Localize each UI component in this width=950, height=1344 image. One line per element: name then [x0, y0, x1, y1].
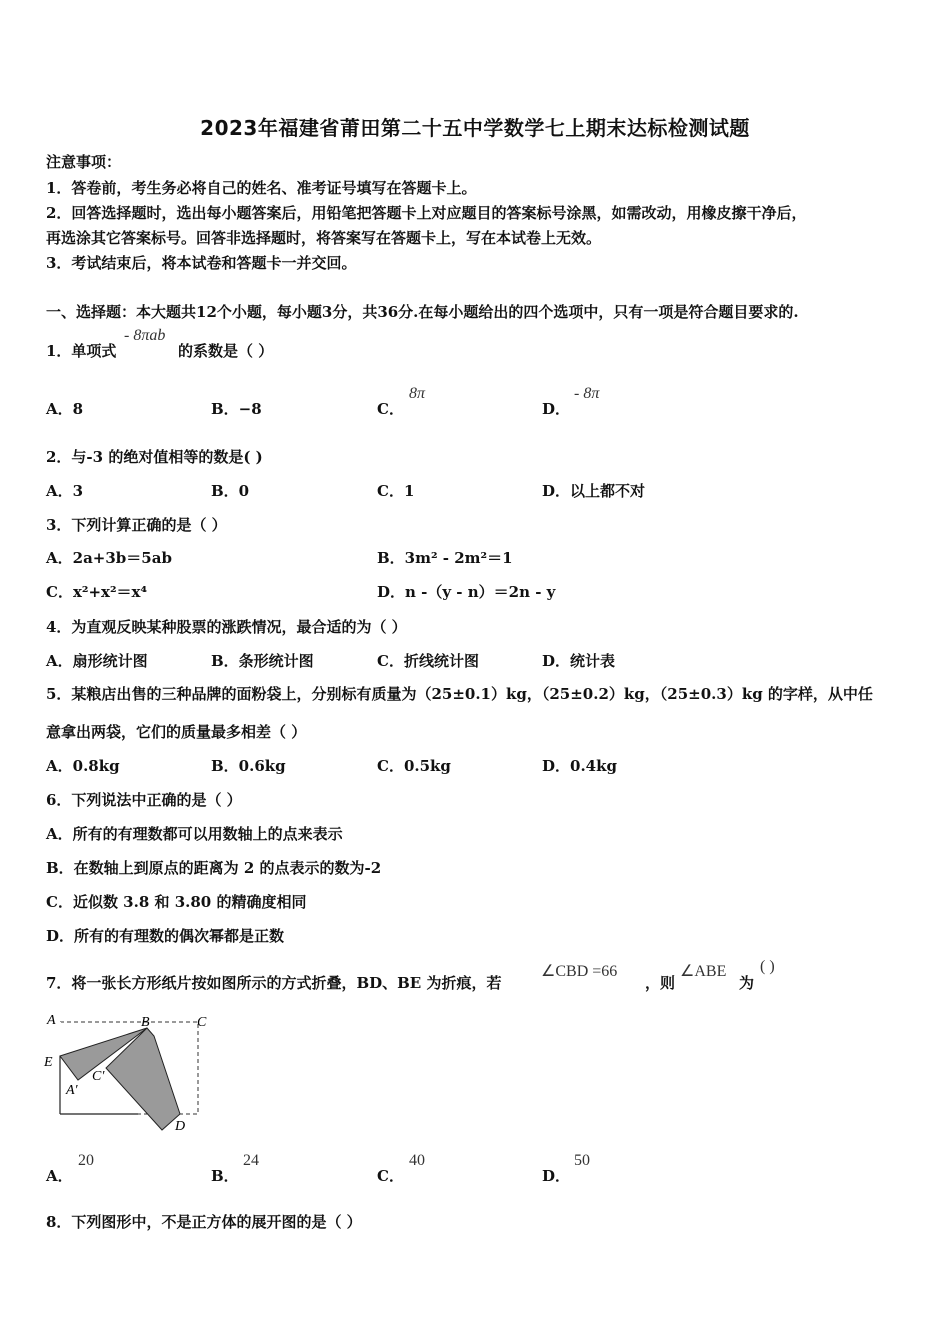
- q7-math-cbd: ∠CBD =66: [541, 963, 618, 980]
- q1-option-a: A．8: [46, 400, 84, 418]
- q7-paren: ( ): [760, 958, 775, 975]
- q7-stem-mid: ，则: [645, 974, 676, 992]
- q4-option-a: A．扇形统计图: [46, 652, 148, 670]
- page-title: 2023年福建省莆田第二十五中学数学七上期末达标检测试题: [200, 116, 750, 140]
- q3-option-a: A．2a+3b＝5ab: [46, 549, 172, 567]
- notes-heading: 注意事项：: [46, 153, 122, 171]
- q3-option-d: D．n -（y - n）＝2n - y: [377, 583, 556, 601]
- q3-stem: 3．下列计算正确的是（ ）: [46, 516, 227, 534]
- q2-stem: 2．与-3 的绝对值相等的数是( ): [46, 448, 263, 466]
- q1-option-c: C．: [377, 400, 404, 418]
- q6-option-d: D．所有的有理数的偶次幂都是正数: [46, 927, 285, 945]
- note-1: 1．答卷前，考生务必将自己的姓名、准考证号填写在答题卡上。: [46, 179, 477, 197]
- q7-option-a-value: 20: [78, 1152, 94, 1169]
- q7-stem-post: 为: [739, 974, 755, 992]
- q5-option-b: B．0.6kg: [211, 757, 286, 775]
- q7-option-d: D．: [542, 1167, 571, 1185]
- q5-option-c: C．0.5kg: [377, 757, 451, 775]
- section-heading: 一、选择题：本大题共12个小题，每小题3分，共36分.在每小题给出的四个选项中，只有一项是符合题目要求的.: [46, 303, 799, 321]
- q6-stem: 6．下列说法中正确的是（ ）: [46, 791, 242, 809]
- label-a-prime: A′: [66, 1083, 78, 1098]
- q5-option-d: D．0.4kg: [542, 757, 617, 775]
- q3-option-c: C．x²+x²＝x⁴: [46, 583, 148, 601]
- q5-stem-line1: 5．某粮店出售的三种品牌的面粉袋上，分别标有质量为（25±0.1）kg，（25±0.2）kg，（25±0.3）kg 的字样，从中任: [46, 685, 873, 703]
- label-a: A: [47, 1013, 56, 1028]
- q1-option-d: D．: [542, 400, 571, 418]
- q4-option-c: C．折线统计图: [377, 652, 479, 670]
- q7-option-c-value: 40: [409, 1152, 425, 1169]
- q7-option-d-value: 50: [574, 1152, 590, 1169]
- q2-option-c: C．1: [377, 482, 415, 500]
- q1-stem-pre: 1．单项式: [46, 342, 117, 360]
- fold-diagram: [40, 1008, 230, 1138]
- note-3: 3．考试结束后，将本试卷和答题卡一并交回。: [46, 254, 357, 272]
- q2-option-d: D．以上都不对: [542, 482, 646, 500]
- note-2a: 2．回答选择题时，选出每小题答案后，用铅笔把答题卡上对应题目的答案标号涂黑，如需改动，用橡皮擦干净后，: [46, 204, 807, 222]
- q2-option-a: A．3: [46, 482, 84, 500]
- q7-stem-pre: 7．将一张长方形纸片按如图所示的方式折叠，BD、BE 为折痕，若: [46, 974, 502, 992]
- label-c-prime: C′: [92, 1069, 105, 1084]
- label-c: C: [197, 1015, 207, 1030]
- label-e: E: [44, 1055, 53, 1070]
- q1-option-c-math: 8π: [409, 385, 426, 402]
- q3-option-b: B．3m² - 2m²＝1: [377, 549, 513, 567]
- q7-math-abe: ∠ABE: [680, 963, 727, 980]
- q8-stem: 8．下列图形中，不是正方体的展开图的是（ ）: [46, 1213, 362, 1231]
- q4-option-d: D．统计表: [542, 652, 616, 670]
- label-d: D: [175, 1119, 186, 1134]
- q5-stem-line2: 意拿出两袋，它们的质量最多相差（ ）: [46, 723, 307, 741]
- q6-option-b: B．在数轴上到原点的距离为 2 的点表示的数为-2: [46, 859, 382, 877]
- q1-stem-post: 的系数是（ ）: [178, 342, 274, 360]
- q7-option-a: A．: [46, 1167, 73, 1185]
- q7-option-b: B．: [211, 1167, 239, 1185]
- label-b: B: [141, 1015, 150, 1030]
- q6-option-a: A．所有的有理数都可以用数轴上的点来表示: [46, 825, 343, 843]
- note-2b: 再选涂其它答案标号。回答非选择题时，将答案写在答题卡上，写在本试卷上无效。: [46, 229, 602, 247]
- q1-math: - 8πab: [124, 327, 166, 344]
- q7-option-c: C．: [377, 1167, 404, 1185]
- q6-option-c: C．近似数 3.8 和 3.80 的精确度相同: [46, 893, 307, 911]
- q4-stem: 4．为直观反映某种股票的涨跌情况，最合适的为（ ）: [46, 618, 407, 636]
- q7-option-b-value: 24: [243, 1152, 259, 1169]
- q1-option-d-math: - 8π: [574, 385, 600, 402]
- q5-option-a: A．0.8kg: [46, 757, 120, 775]
- q2-option-b: B．0: [211, 482, 250, 500]
- q4-option-b: B．条形统计图: [211, 652, 314, 670]
- q1-option-b: B．−8: [211, 400, 262, 418]
